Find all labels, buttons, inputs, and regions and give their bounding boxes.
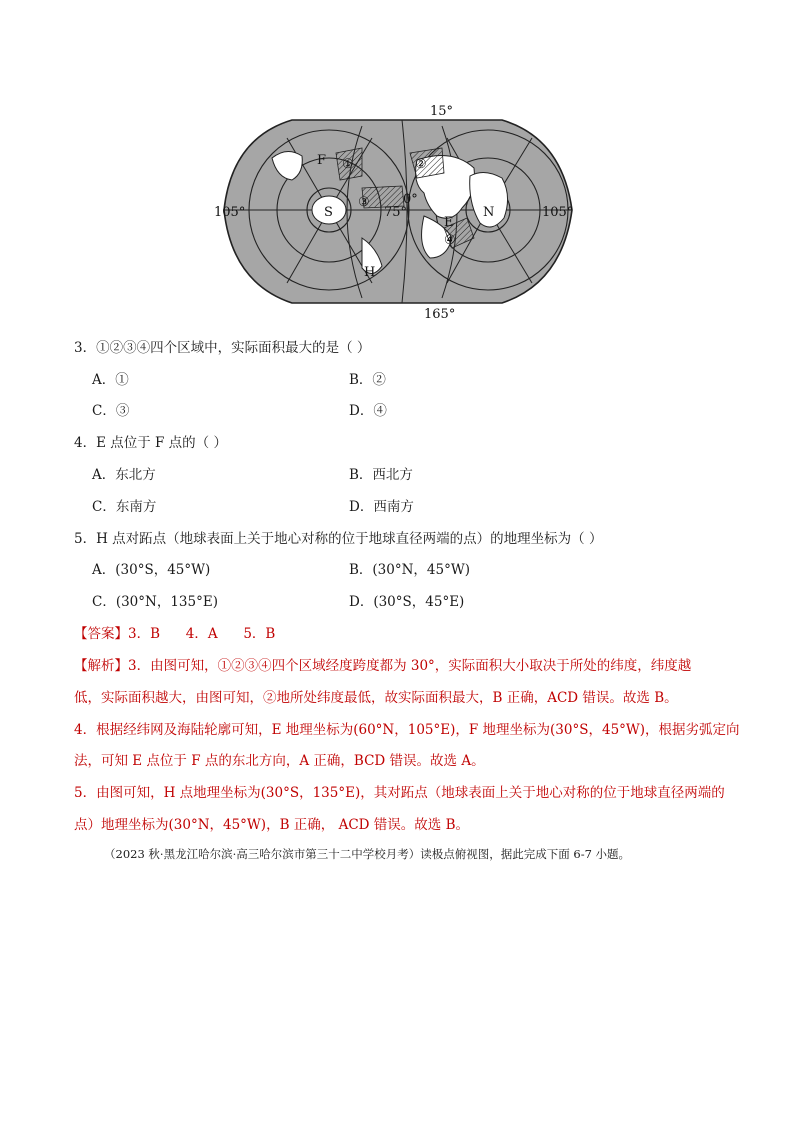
q5-option-a: A．(30°S，45°W) bbox=[92, 562, 211, 578]
q4-option-c: C．东南方 bbox=[92, 499, 157, 515]
question-3-stem: 3．①②③④四个区域中，实际面积最大的是（ ） bbox=[74, 340, 371, 356]
q5-option-d: D．(30°S，45°E) bbox=[349, 594, 465, 610]
label-E: E bbox=[444, 215, 454, 230]
analysis-line-3: 4．根据经纬网及海陆轮廓可知，E 地理坐标为(60°N，105°E)，F 地理坐标为(30°S，45°W)，根据劣弧定向 bbox=[74, 722, 740, 738]
label-N: N bbox=[483, 205, 495, 220]
label-105-right: 105° bbox=[542, 205, 574, 220]
question-4-stem: 4．E 点位于 F 点的（ ） bbox=[74, 435, 227, 451]
analysis-line-5: 5．由图可知，H 点地理坐标为(30°S，135°E)，其对跖点（地球表面上关于地心对称的位于地球直径两端的 bbox=[74, 785, 725, 801]
analysis-line-4: 法，可知 E 点位于 F 点的东北方向，A 正确，BCD 错误。故选 A。 bbox=[74, 753, 485, 769]
analysis-tag: 【解析】 bbox=[74, 658, 128, 674]
analysis-line-2: 低，实际面积越大，由图可知，②地所处纬度最低，故实际面积最大，B 正确，ACD 错误。故选 B。 bbox=[74, 690, 678, 706]
q3-option-a: A．① bbox=[92, 372, 129, 388]
polar-map-svg bbox=[212, 98, 582, 323]
answer-text: 3．B 4．A 5．B bbox=[128, 626, 276, 642]
q5-option-b: B．(30°N，45°W) bbox=[349, 562, 470, 578]
label-H: H bbox=[364, 265, 376, 280]
label-15-deg: 15° bbox=[430, 104, 454, 119]
label-region-4: ④ bbox=[444, 233, 456, 248]
analysis-line-6: 点）地理坐标为(30°N，45°W)，B 正确， ACD 错误。故选 B。 bbox=[74, 817, 469, 833]
answer-tag: 【答案】 bbox=[74, 626, 128, 642]
label-region-2: ② bbox=[415, 157, 427, 172]
label-F: F bbox=[317, 153, 327, 168]
label-165-deg: 165° bbox=[424, 307, 456, 322]
label-0-deg: 0° bbox=[403, 192, 418, 207]
analysis-text-1: 3．由图可知，①②③④四个区域经度跨度都为 30°，实际面积大小取决于所处的纬度，纬度越 bbox=[128, 658, 692, 674]
q4-option-d: D．西南方 bbox=[349, 499, 414, 515]
q4-option-b: B．西北方 bbox=[349, 467, 413, 483]
label-region-3: ③ bbox=[358, 195, 370, 210]
q4-option-a: A．东北方 bbox=[92, 467, 156, 483]
analysis-line-1 bbox=[74, 654, 691, 674]
polar-view-map-figure bbox=[212, 98, 582, 323]
q3-option-d: D．④ bbox=[349, 403, 387, 419]
q3-option-c: C．③ bbox=[92, 403, 130, 419]
answer-section bbox=[74, 622, 275, 642]
question-5-stem: 5．H 点对跖点（地球表面上关于地心对称的位于地球直径两端的点）的地理坐标为（ ） bbox=[74, 531, 603, 547]
q5-option-c: C．(30°N，135°E) bbox=[92, 594, 218, 610]
q3-option-b: B．② bbox=[349, 372, 386, 388]
label-region-1: ① bbox=[342, 157, 354, 172]
source-note: （2023 秋·黑龙江哈尔滨·高三哈尔滨市第三十二中学校月考）读极点俯视图，据此完成下面 6-7 小题。 bbox=[104, 847, 631, 861]
label-S: S bbox=[324, 205, 333, 220]
label-105-left: 105° bbox=[214, 205, 246, 220]
label-75-deg: 75° bbox=[384, 205, 408, 220]
